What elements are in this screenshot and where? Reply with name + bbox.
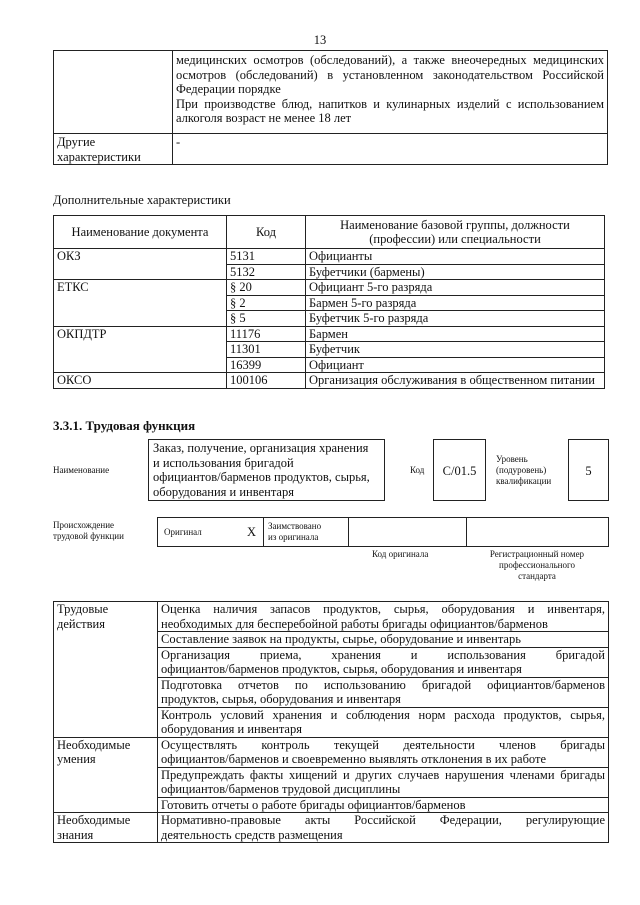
actions-label — [54, 602, 158, 738]
label-line: Необходимые — [57, 737, 131, 752]
code-original-label: Код оригинала — [372, 549, 429, 559]
name-line: официантов/барменов продуктов, сырья, — [153, 470, 370, 484]
code-cell: § 5 — [227, 311, 306, 327]
label-line: из оригинала — [268, 532, 319, 542]
requirements-cell — [173, 51, 608, 134]
code-cell: 11301 — [227, 342, 306, 358]
page-number: 13 — [313, 33, 327, 47]
text-line: официантов/барменов продуктов, сырья, оборудования и инвентаря — [161, 662, 522, 676]
label-line: умения — [57, 752, 96, 766]
skills-item — [158, 737, 609, 767]
name-cell: Бармен — [306, 326, 605, 342]
other-characteristics-label — [54, 134, 173, 165]
text-line: Составление заявок на продукты, сырье, оборудование и инвентарь — [161, 632, 521, 646]
text-line: При производстве блюд, напитков и кулинарных изделий с использованием — [176, 96, 604, 111]
name-cell: Организация обслуживания в общественном питании — [306, 373, 605, 389]
text-line: Предупреждать факты хищений и других случаев нарушения членами бригады — [161, 767, 605, 782]
original-label: Оригинал — [164, 527, 202, 537]
text-line: Организация приема, хранения и использования бригадой — [161, 647, 605, 662]
origin-label — [53, 520, 124, 542]
name-cell: Буфетчик 5-го разряда — [306, 311, 605, 327]
name-cell: Официанты — [306, 249, 605, 265]
header-line: Наименование базовой группы, должности — [340, 217, 570, 232]
other-characteristics-value: - — [173, 134, 608, 165]
code-cell: § 2 — [227, 295, 306, 311]
text-line: Готовить отчеты о работе бригады официантов/барменов — [161, 797, 466, 812]
name-cell: Бармен 5-го разряда — [306, 295, 605, 311]
registration-number-label — [466, 549, 608, 582]
knowledge-item — [158, 813, 609, 843]
label-line: Трудовые — [57, 602, 109, 616]
text-line: официантов/барменов и своевременно выявлять отклонения в их работе — [161, 752, 547, 766]
original-mark: X — [247, 525, 257, 539]
label-line: Необходимые — [57, 813, 131, 827]
name-line: и использования бригадой — [153, 455, 294, 470]
name-label: Наименование — [53, 465, 110, 475]
text-line: Осуществлять контроль текущей деятельности членов бригады — [161, 737, 605, 752]
table-row — [54, 326, 605, 342]
label-line: Другие — [57, 135, 96, 149]
code-cell: 5132 — [227, 264, 306, 280]
name-cell: Буфетчик — [306, 342, 605, 358]
name-line: Заказ, получение, организация хранения — [153, 441, 369, 455]
label-line: трудовой функции — [53, 531, 124, 541]
label-line: характеристики — [57, 149, 141, 164]
function-code-box: C/01.5 — [433, 439, 486, 501]
empty-cell — [54, 51, 173, 134]
table-row — [54, 737, 609, 767]
level-value-box: 5 — [568, 439, 609, 501]
table-row — [54, 249, 605, 265]
label-line: (подуровень) — [496, 465, 547, 475]
skills-item — [158, 797, 609, 813]
code-label: Код — [410, 465, 425, 475]
borrowed-label — [268, 521, 321, 543]
code-cell: 5131 — [227, 249, 306, 265]
section-title: Дополнительные характеристики — [53, 193, 231, 207]
text-line: Федерации порядке — [176, 82, 281, 96]
name-cell: Буфетчики (бармены) — [306, 264, 605, 280]
doc-cell: ЕТКС — [54, 280, 227, 327]
label-line: стандарта — [518, 571, 556, 581]
function-heading: 3.3.1. Трудовая функция — [53, 418, 196, 433]
name-cell: Официант — [306, 357, 605, 373]
actions-item — [158, 677, 609, 707]
name-line: оборудования и инвентаря — [153, 484, 294, 499]
table-row — [54, 373, 605, 389]
text-line: официантов/барменов трудовой дисциплины — [161, 782, 401, 796]
actions-item — [158, 632, 609, 648]
text-line: деятельность средств размещения — [161, 827, 343, 842]
label-line: профессионального — [499, 560, 575, 570]
table-row — [54, 602, 609, 632]
skills-item — [158, 767, 609, 797]
function-name-box — [148, 439, 385, 501]
label-line: знания — [57, 827, 94, 842]
header-code: Код — [227, 216, 306, 249]
text-line: продуктов, сырья, оборудования и инвентаря — [161, 692, 401, 706]
table-row — [54, 813, 609, 843]
label-line: Происхождение — [53, 520, 115, 530]
text-line: Подготовка отчетов по использованию бригадой официантов/барменов — [161, 677, 605, 692]
header-line: (профессии) или специальности — [369, 232, 541, 246]
code-cell: 16399 — [227, 357, 306, 373]
additional-characteristics-table — [53, 215, 605, 389]
text-line: необходимых для бесперебойной работы бригады официантов/барменов — [161, 616, 548, 631]
continued-table — [53, 50, 608, 165]
code-cell: § 20 — [227, 280, 306, 296]
label-line: Уровень — [496, 454, 528, 464]
function-details-table — [53, 601, 609, 843]
code-cell: 11176 — [227, 326, 306, 342]
code-cell: 100106 — [227, 373, 306, 389]
text-line: медицинских осмотров (обследований), а также внеочередных медицинских — [176, 53, 604, 67]
knowledge-label — [54, 813, 158, 843]
label-line: Регистрационный номер — [489, 549, 585, 559]
divider — [466, 518, 467, 546]
table-row — [54, 280, 605, 296]
label-line: Заимствовано — [268, 521, 322, 531]
skills-label — [54, 737, 158, 813]
divider — [263, 518, 264, 546]
actions-item — [158, 602, 609, 632]
text-line: Нормативно-правовые акты Российской Федерации, регулирующие — [161, 813, 605, 827]
text-line: Оценка наличия запасов продуктов, сырья, оборудования и инвентаря, — [161, 602, 605, 616]
actions-item — [158, 647, 609, 677]
actions-item — [158, 707, 609, 737]
doc-cell: ОКЗ — [54, 249, 227, 280]
text-line: алкоголя возраст не менее 18 лет — [176, 111, 352, 125]
text-line: Контроль условий хранения и соблюдения норм расхода продуктов, сырья, — [161, 707, 605, 722]
text-line: осмотров (обследований) в установленном законодательством Российской — [176, 67, 604, 82]
text-line: оборудования и инвентаря — [161, 722, 302, 736]
label-line: квалификации — [496, 476, 552, 486]
doc-cell: ОКПДТР — [54, 326, 227, 373]
level-label — [496, 454, 551, 487]
label-line: действия — [57, 616, 105, 631]
origin-row — [157, 517, 609, 547]
doc-cell: ОКСО — [54, 373, 227, 389]
header-name — [306, 216, 605, 249]
name-cell: Официант 5-го разряда — [306, 280, 605, 296]
divider — [348, 518, 349, 546]
header-doc: Наименование документа — [54, 216, 227, 249]
